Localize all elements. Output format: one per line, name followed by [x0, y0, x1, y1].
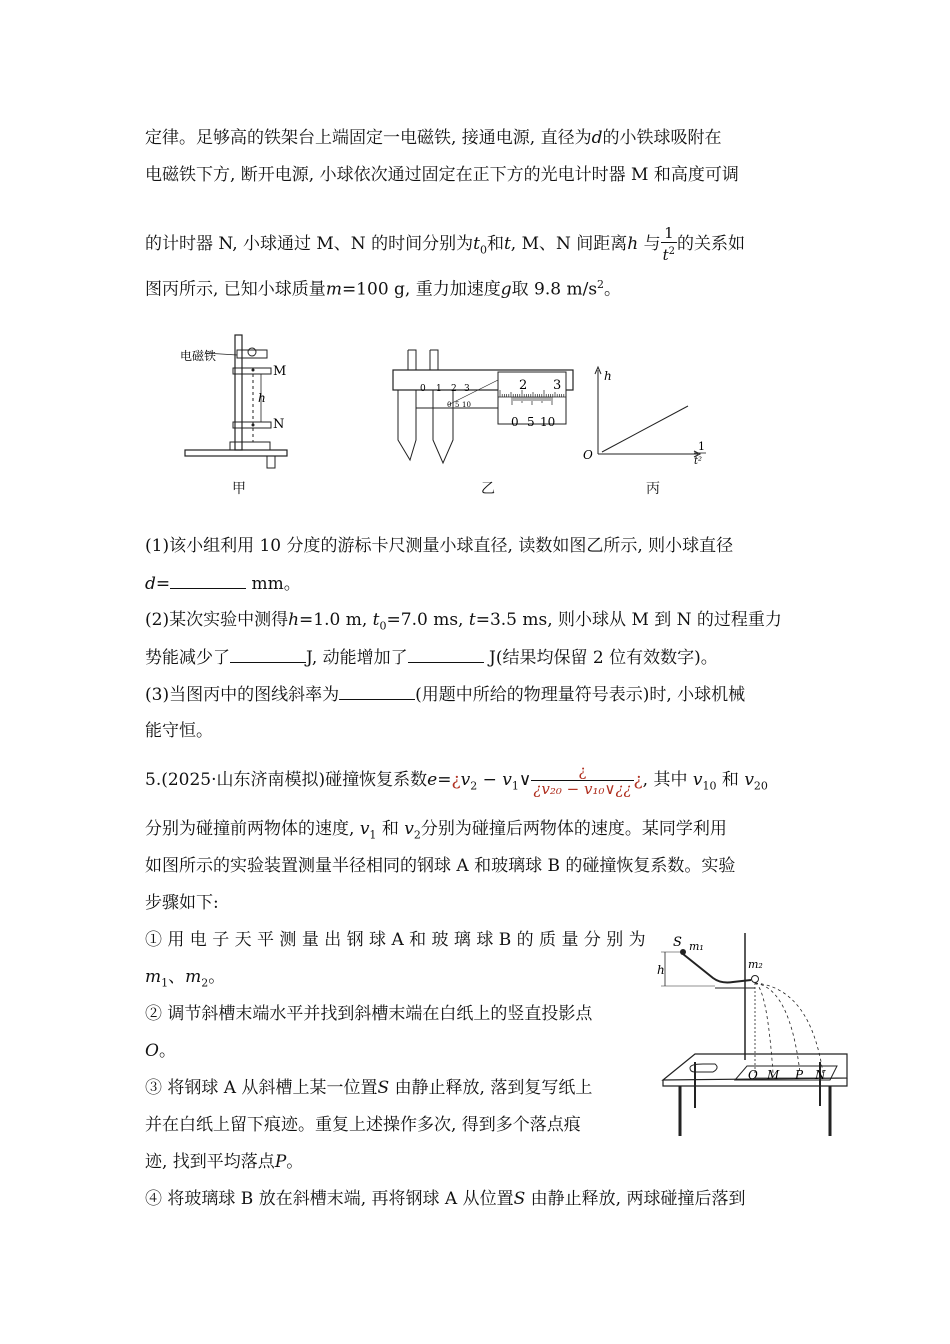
svg-text:0: 0: [447, 401, 452, 409]
answer-blank-kinetic[interactable]: [408, 646, 484, 663]
svg-text:2: 2: [451, 384, 457, 394]
q5-step3b: 并在白纸上留下痕迹。重复上述操作多次, 得到多个落点痕: [145, 1115, 581, 1135]
p1-line4: 图丙所示, 已知小球质量m=100 g, 重力加速度g取 9.8 $m/s^2$。: [145, 278, 622, 300]
figure-collision-apparatus: [655, 928, 855, 1138]
svg-text:3: 3: [464, 384, 470, 394]
axis-x-num: 1: [698, 440, 705, 453]
q5-line1: 5.(2025·山东济南模拟)碰撞恢复系数$e=¿v_2$ − $v_1\vee$ $\frac{¿}{\text{¿v₂₀ − v₁₀∨¿¿}}$ ¿, 其中 $v_{10}$ 和 $v_{20}$: [145, 762, 768, 798]
caption-yi: 乙: [481, 481, 495, 497]
figure-bing-graph: [580, 362, 710, 472]
svg-text:0: 0: [511, 415, 519, 429]
axis-h: h: [604, 369, 612, 383]
q5-step2b: O。: [145, 1041, 176, 1061]
q3-line2: 能守恒。: [145, 721, 213, 741]
q1-line1: (1)该小组利用 10 分度的游标卡尺测量小球直径, 读数如图乙所示, 则小球直径: [145, 536, 734, 556]
q5-line4: 步骤如下:: [145, 893, 219, 913]
answer-blank-slope[interactable]: [339, 683, 415, 700]
figure-jia-apparatus: [175, 330, 300, 470]
svg-text:10: 10: [540, 415, 556, 429]
svg-text:0: 0: [420, 384, 426, 394]
inverse-t-squared-fraction: $\frac{1}{t^2}$: [662, 224, 676, 264]
p1-line3: 的计时器 N, 小球通过 M、N 的时间分别为$t_0$和t, M、N 间距离h 与 $\frac{1}{t^2}$ 的关系如: [145, 224, 746, 264]
q3-line1: (3)当图丙中的图线斜率为 (用题中所给的物理量符号表示)时, 小球机械: [145, 685, 746, 705]
axis-x-den: t²: [694, 456, 703, 467]
caption-bing: 丙: [646, 481, 660, 497]
q5-step1b: $m_1$、$m_2$。: [145, 967, 226, 990]
h-label: h: [258, 391, 266, 405]
restitution-fraction: $\frac{¿}{\text{¿v₂₀ − v₁₀∨¿¿}}$: [533, 762, 632, 798]
q2-line2: 势能减少了 J, 动能增加了 J(结果均保留 2 位有效数字)。: [145, 648, 718, 668]
axis-o: O: [583, 448, 593, 462]
figure-yi-vernier-caliper: [388, 345, 578, 470]
q5-step4a: ④ 将玻璃球 B 放在斜槽末端, 再将钢球 A 从位置S 由静止释放, 两球碰撞后落到: [145, 1189, 746, 1209]
svg-text:P: P: [795, 1068, 804, 1082]
q2-line1: (2)某次实验中测得h=1.0 m, $t_0=7.0$ ms, t=3.5 ms, 则小球从 M 到 N 的过程重力: [145, 610, 782, 633]
svg-text:N: N: [815, 1068, 826, 1082]
m-label: M: [273, 364, 287, 379]
q1-line2: d= mm。: [145, 574, 301, 594]
q5-line2: 分别为碰撞前两物体的速度, $v_1$ 和 $v_2$分别为碰撞后两物体的速度。某同学利用: [145, 819, 727, 842]
svg-text:M: M: [767, 1068, 780, 1082]
svg-text:S: S: [673, 935, 682, 950]
n-label: N: [273, 417, 285, 432]
answer-blank-potential[interactable]: [230, 646, 306, 663]
svg-text:2: 2: [519, 378, 528, 393]
q5-step3a: ③ 将钢球 A 从斜槽上某一位置S 由静止释放, 落到复写纸上: [145, 1078, 593, 1098]
svg-text:O: O: [748, 1068, 758, 1082]
svg-text:m₂: m₂: [748, 958, 763, 971]
svg-text:5: 5: [527, 415, 535, 429]
p1-line1: 定律。足够高的铁架台上端固定一电磁铁, 接通电源, 直径为d的小铁球吸附在: [145, 128, 722, 148]
caption-jia: 甲: [232, 481, 246, 497]
svg-text:5: 5: [455, 401, 460, 409]
svg-text:10: 10: [462, 401, 471, 409]
svg-text:1: 1: [436, 384, 442, 394]
svg-text:m₁: m₁: [689, 940, 704, 953]
q5-step3c: 迹, 找到平均落点P。: [145, 1152, 304, 1172]
svg-text:3: 3: [553, 378, 562, 393]
p1-line2: 电磁铁下方, 断开电源, 小球依次通过固定在正下方的光电计时器 M 和高度可调: [145, 165, 739, 185]
svg-text:h: h: [657, 963, 665, 977]
q5-step1a: ① 用 电 子 天 平 测 量 出 钢 球 A 和 玻 璃 球 B 的 质 量 分 别 为: [145, 930, 646, 950]
q5-line3: 如图所示的实验装置测量半径相同的钢球 A 和玻璃球 B 的碰撞恢复系数。实验: [145, 856, 736, 876]
answer-blank-d[interactable]: [170, 572, 246, 589]
magnet-label: 电磁铁: [180, 349, 217, 363]
q5-step2a: ② 调节斜槽末端水平并找到斜槽末端在白纸上的竖直投影点: [145, 1004, 593, 1024]
